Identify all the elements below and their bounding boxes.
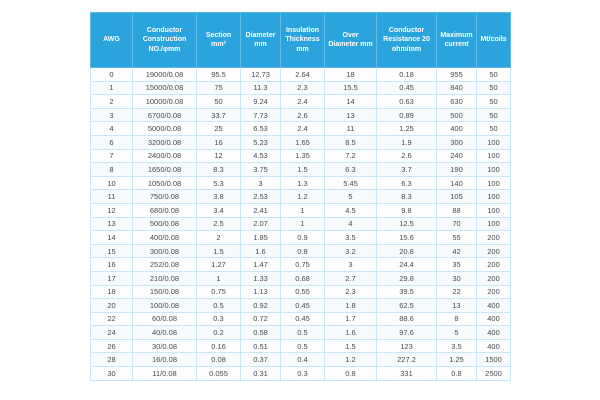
- table-row: [91, 312, 511, 326]
- table-cell: 25: [197, 122, 241, 136]
- table-cell: 100: [477, 176, 511, 190]
- table-row: [91, 149, 511, 163]
- table-cell: 500/0.08: [133, 217, 197, 231]
- table-cell: 22: [437, 285, 477, 299]
- table-cell: 100: [477, 203, 511, 217]
- table-cell: 0.3: [197, 312, 241, 326]
- table-cell: 30/0.08: [133, 339, 197, 353]
- table-cell: 5.3: [197, 176, 241, 190]
- table-cell: 16: [91, 258, 133, 272]
- table-cell: 0.8: [281, 244, 325, 258]
- table-row: [91, 299, 511, 313]
- table-cell: 200: [477, 258, 511, 272]
- table-cell: 1: [281, 203, 325, 217]
- table-cell: 240: [437, 149, 477, 163]
- table-cell: 13: [325, 108, 377, 122]
- table-cell: 150/0.08: [133, 285, 197, 299]
- table-cell: 24: [91, 326, 133, 340]
- table-row: [91, 81, 511, 95]
- table-cell: 1.6: [241, 244, 281, 258]
- table-cell: 5: [437, 326, 477, 340]
- table-cell: 0.5: [197, 299, 241, 313]
- column-header: Over Diameter mm: [325, 13, 377, 68]
- table-cell: 12: [197, 149, 241, 163]
- table-cell: 50: [477, 108, 511, 122]
- table-cell: 840: [437, 81, 477, 95]
- table-cell: 123: [377, 339, 437, 353]
- table-cell: 4: [91, 122, 133, 136]
- table-cell: 1.8: [325, 299, 377, 313]
- table-cell: 8.5: [325, 135, 377, 149]
- column-header: AWG: [91, 13, 133, 68]
- table-cell: 55: [437, 231, 477, 245]
- table-cell: 3.2: [325, 244, 377, 258]
- table-cell: 9.24: [241, 95, 281, 109]
- table-cell: 0.9: [281, 231, 325, 245]
- table-cell: 0.45: [377, 81, 437, 95]
- table-cell: 12: [91, 203, 133, 217]
- table-cell: 88.6: [377, 312, 437, 326]
- table-cell: 0.18: [377, 68, 437, 82]
- table-cell: 400: [437, 122, 477, 136]
- table-cell: 2500: [477, 367, 511, 381]
- table-cell: 0.63: [377, 95, 437, 109]
- table-cell: 252/0.08: [133, 258, 197, 272]
- table-cell: 8.3: [377, 190, 437, 204]
- table-row: [91, 367, 511, 381]
- table-cell: 5.23: [241, 135, 281, 149]
- table-cell: 4.53: [241, 149, 281, 163]
- table-cell: 6700/0.08: [133, 108, 197, 122]
- table-cell: 18: [91, 285, 133, 299]
- table-cell: 200: [477, 231, 511, 245]
- table-row: [91, 95, 511, 109]
- table-cell: 5: [325, 190, 377, 204]
- table-cell: 15.6: [377, 231, 437, 245]
- table-cell: 680/0.08: [133, 203, 197, 217]
- table-cell: 100: [477, 135, 511, 149]
- table-cell: 190: [437, 163, 477, 177]
- table-cell: 2.64: [281, 68, 325, 82]
- table-cell: 8: [437, 312, 477, 326]
- table-cell: 100: [477, 163, 511, 177]
- table-row: [91, 68, 511, 82]
- table-cell: 9.8: [377, 203, 437, 217]
- table-cell: 7.73: [241, 108, 281, 122]
- table-cell: 0.58: [241, 326, 281, 340]
- table-cell: 1.5: [197, 244, 241, 258]
- table-cell: 0.4: [281, 353, 325, 367]
- table-cell: 11: [325, 122, 377, 136]
- table-cell: 5.45: [325, 176, 377, 190]
- table-row: [91, 217, 511, 231]
- column-header: Conductor Construction NO./φmm: [133, 13, 197, 68]
- table-header: [91, 13, 511, 68]
- column-header: Section mm²: [197, 13, 241, 68]
- table-cell: 140: [437, 176, 477, 190]
- table-row: [91, 271, 511, 285]
- table-cell: 1.47: [241, 258, 281, 272]
- table-cell: 0.72: [241, 312, 281, 326]
- table-cell: 26: [91, 339, 133, 353]
- table-cell: 33.7: [197, 108, 241, 122]
- table-cell: 2.6: [377, 149, 437, 163]
- table-cell: 75: [197, 81, 241, 95]
- table-cell: 2400/0.08: [133, 149, 197, 163]
- column-header: Conductor Resistance 20 ohm/mm: [377, 13, 437, 68]
- table-row: [91, 190, 511, 204]
- column-header: Mt/coils: [477, 13, 511, 68]
- table-cell: 0.31: [241, 367, 281, 381]
- table-cell: 0.55: [281, 285, 325, 299]
- table-cell: 0.68: [281, 271, 325, 285]
- table-row: [91, 163, 511, 177]
- header-row: [91, 13, 511, 68]
- table-cell: 2.4: [281, 95, 325, 109]
- table-cell: 0.2: [197, 326, 241, 340]
- table-cell: 1050/0.08: [133, 176, 197, 190]
- table-cell: 3: [241, 176, 281, 190]
- table-cell: 11/0.08: [133, 367, 197, 381]
- table-cell: 5000/0.08: [133, 122, 197, 136]
- table-cell: 0.8: [437, 367, 477, 381]
- table-cell: 2.3: [281, 81, 325, 95]
- table-cell: 400: [477, 299, 511, 313]
- table-row: [91, 244, 511, 258]
- table-row: [91, 203, 511, 217]
- table-cell: 3.7: [377, 163, 437, 177]
- table-row: [91, 108, 511, 122]
- table-cell: 60/0.08: [133, 312, 197, 326]
- table-cell: 400: [477, 326, 511, 340]
- table-cell: 15000/0.08: [133, 81, 197, 95]
- table-cell: 100: [477, 217, 511, 231]
- table-cell: 42: [437, 244, 477, 258]
- table-cell: 955: [437, 68, 477, 82]
- table-cell: 10: [91, 176, 133, 190]
- table-cell: 1500: [477, 353, 511, 367]
- table-row: [91, 285, 511, 299]
- table-cell: 400/0.08: [133, 231, 197, 245]
- table-cell: 2.53: [241, 190, 281, 204]
- table-cell: 1.33: [241, 271, 281, 285]
- table-cell: 15.5: [325, 81, 377, 95]
- table-cell: 1.2: [281, 190, 325, 204]
- table-cell: 0: [91, 68, 133, 82]
- table-cell: 0.08: [197, 353, 241, 367]
- table-cell: 3.75: [241, 163, 281, 177]
- table-cell: 14: [325, 95, 377, 109]
- table-cell: 2.41: [241, 203, 281, 217]
- table-cell: 95.5: [197, 68, 241, 82]
- table-cell: 1.3: [281, 176, 325, 190]
- table-cell: 630: [437, 95, 477, 109]
- table-cell: 30: [91, 367, 133, 381]
- table-cell: 8: [91, 163, 133, 177]
- table-cell: 200: [477, 271, 511, 285]
- table-cell: 8.3: [197, 163, 241, 177]
- table-cell: 50: [197, 95, 241, 109]
- table-cell: 15: [91, 244, 133, 258]
- table-cell: 1.65: [281, 135, 325, 149]
- table-cell: 2.5: [197, 217, 241, 231]
- table-cell: 3: [325, 258, 377, 272]
- table-cell: 7: [91, 149, 133, 163]
- table-cell: 6.3: [377, 176, 437, 190]
- table-cell: 1.13: [241, 285, 281, 299]
- table-cell: 1.25: [377, 122, 437, 136]
- table-row: [91, 176, 511, 190]
- table-cell: 500: [437, 108, 477, 122]
- table-cell: 29.8: [377, 271, 437, 285]
- table-cell: 11: [91, 190, 133, 204]
- table-cell: 24.4: [377, 258, 437, 272]
- table-cell: 1.5: [281, 163, 325, 177]
- table-cell: 1.25: [437, 353, 477, 367]
- table-cell: 0.75: [197, 285, 241, 299]
- table-cell: 4: [325, 217, 377, 231]
- table-cell: 18: [325, 68, 377, 82]
- table-cell: 11.3: [241, 81, 281, 95]
- table-cell: 1.85: [241, 231, 281, 245]
- table-cell: 62.5: [377, 299, 437, 313]
- table-cell: 2.6: [281, 108, 325, 122]
- table-cell: 6.53: [241, 122, 281, 136]
- table-cell: 0.92: [241, 299, 281, 313]
- table-cell: 97.6: [377, 326, 437, 340]
- table-cell: 2.7: [325, 271, 377, 285]
- table-cell: 17: [91, 271, 133, 285]
- table-cell: 200: [477, 244, 511, 258]
- table-cell: 100: [477, 190, 511, 204]
- table-cell: 28: [91, 353, 133, 367]
- table-row: [91, 231, 511, 245]
- table-cell: 0.3: [281, 367, 325, 381]
- column-header: Diameter mm: [241, 13, 281, 68]
- table-cell: 2.3: [325, 285, 377, 299]
- table-cell: 70: [437, 217, 477, 231]
- table-cell: 30: [437, 271, 477, 285]
- table-cell: 3.5: [437, 339, 477, 353]
- table-cell: 0.8: [325, 367, 377, 381]
- table-cell: 200: [477, 285, 511, 299]
- table-cell: 2.4: [281, 122, 325, 136]
- table-cell: 3200/0.08: [133, 135, 197, 149]
- table-cell: 12.5: [377, 217, 437, 231]
- table-cell: 4.5: [325, 203, 377, 217]
- table-cell: 0.89: [377, 108, 437, 122]
- table-cell: 331: [377, 367, 437, 381]
- table-cell: 400: [477, 339, 511, 353]
- table-cell: 50: [477, 81, 511, 95]
- table-cell: 750/0.08: [133, 190, 197, 204]
- table-cell: 50: [477, 122, 511, 136]
- table-row: [91, 339, 511, 353]
- table-cell: 1: [91, 81, 133, 95]
- table-cell: 2: [91, 95, 133, 109]
- table-row: [91, 258, 511, 272]
- table-cell: 10000/0.08: [133, 95, 197, 109]
- table-cell: 0.37: [241, 353, 281, 367]
- table-row: [91, 326, 511, 340]
- table-cell: 300: [437, 135, 477, 149]
- table-cell: 2: [197, 231, 241, 245]
- table-cell: 39.5: [377, 285, 437, 299]
- column-header: Maximum current: [437, 13, 477, 68]
- table-cell: 13: [437, 299, 477, 313]
- table-cell: 20.8: [377, 244, 437, 258]
- table-cell: 35: [437, 258, 477, 272]
- table-cell: 50: [477, 95, 511, 109]
- table-cell: 105: [437, 190, 477, 204]
- table-cell: 210/0.08: [133, 271, 197, 285]
- table-cell: 2.07: [241, 217, 281, 231]
- table-cell: 0.51: [241, 339, 281, 353]
- table-cell: 19000/0.08: [133, 68, 197, 82]
- table-cell: 0.5: [281, 339, 325, 353]
- table-cell: 0.5: [281, 326, 325, 340]
- table-cell: 100: [477, 149, 511, 163]
- table-cell: 0.45: [281, 312, 325, 326]
- table-row: [91, 122, 511, 136]
- column-header: Insulation Thickness mm: [281, 13, 325, 68]
- table-cell: 14: [91, 231, 133, 245]
- table-cell: 3.4: [197, 203, 241, 217]
- table-cell: 1.35: [281, 149, 325, 163]
- table-cell: 16: [197, 135, 241, 149]
- table-row: [91, 353, 511, 367]
- table-cell: 100/0.08: [133, 299, 197, 313]
- table-cell: 13: [91, 217, 133, 231]
- table-cell: 6.3: [325, 163, 377, 177]
- table-cell: 1650/0.08: [133, 163, 197, 177]
- table-cell: 6: [91, 135, 133, 149]
- table-cell: 300/0.08: [133, 244, 197, 258]
- table-cell: 3: [91, 108, 133, 122]
- table-cell: 227.2: [377, 353, 437, 367]
- table-cell: 400: [477, 312, 511, 326]
- table-cell: 1.9: [377, 135, 437, 149]
- table-cell: 22: [91, 312, 133, 326]
- table-cell: 3.5: [325, 231, 377, 245]
- table-cell: 0.45: [281, 299, 325, 313]
- table-cell: 16/0.08: [133, 353, 197, 367]
- table-cell: 1: [281, 217, 325, 231]
- table-cell: 20: [91, 299, 133, 313]
- table-cell: 0.75: [281, 258, 325, 272]
- table-cell: 0.16: [197, 339, 241, 353]
- table-cell: 1.6: [325, 326, 377, 340]
- table-cell: 1.7: [325, 312, 377, 326]
- table-cell: 1.27: [197, 258, 241, 272]
- table-cell: 40/0.08: [133, 326, 197, 340]
- table-cell: 50: [477, 68, 511, 82]
- table-cell: 1.2: [325, 353, 377, 367]
- table-cell: 12.73: [241, 68, 281, 82]
- awg-wire-spec-table: [90, 12, 511, 381]
- table-cell: 7.2: [325, 149, 377, 163]
- table-cell: 1: [197, 271, 241, 285]
- table-row: [91, 135, 511, 149]
- table-cell: 1.5: [325, 339, 377, 353]
- table-cell: 3.8: [197, 190, 241, 204]
- table-cell: 0.055: [197, 367, 241, 381]
- table-cell: 88: [437, 203, 477, 217]
- table-body: [91, 68, 511, 381]
